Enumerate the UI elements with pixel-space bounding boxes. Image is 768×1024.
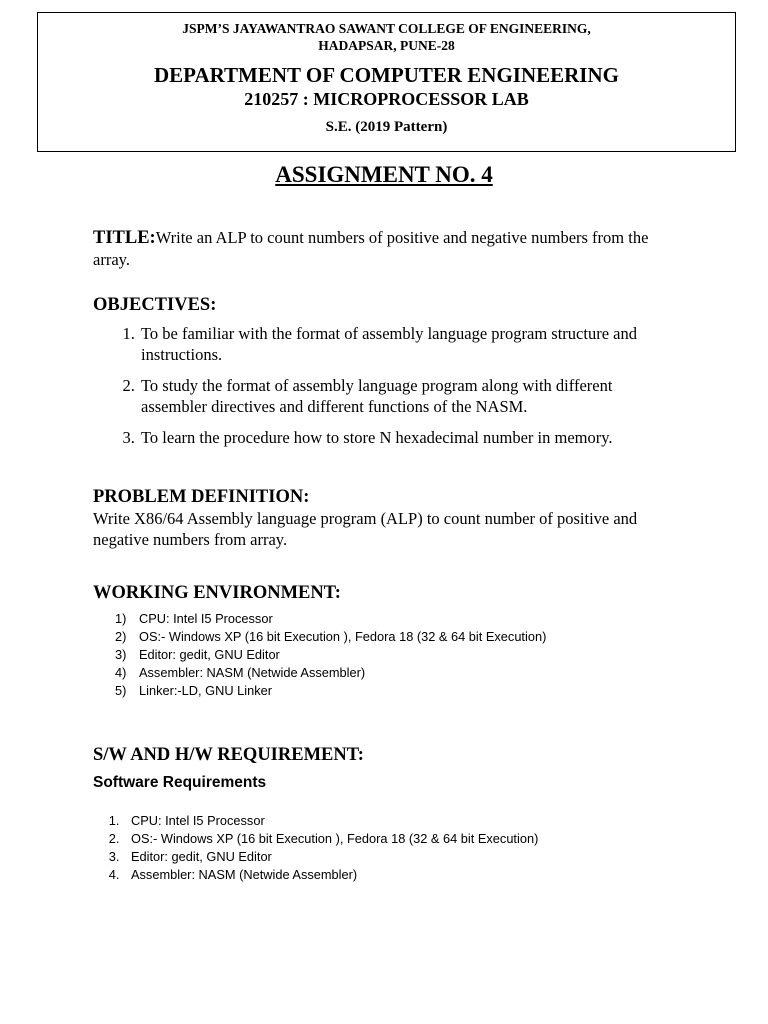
list-item: 3. Editor: gedit, GNU Editor bbox=[123, 848, 673, 866]
course-name: 210257 : MICROPROCESSOR LAB bbox=[244, 89, 529, 109]
environment-heading: WORKING ENVIRONMENT: bbox=[93, 583, 341, 603]
objectives-section bbox=[93, 295, 673, 460]
title-section bbox=[93, 227, 673, 271]
list-item: 4. Assembler: NASM (Netwide Assembler) bbox=[123, 866, 673, 884]
department-name: DEPARTMENT OF COMPUTER ENGINEERING bbox=[154, 63, 619, 87]
list-item: 2. OS:- Windows XP (16 bit Execution ), Fedora 18 (32 & 64 bit Execution) bbox=[123, 830, 673, 848]
environment-section bbox=[93, 583, 673, 700]
list-item: 1. CPU: Intel I5 Processor bbox=[123, 812, 673, 830]
requirements-list bbox=[93, 812, 673, 884]
list-item: 2. To study the format of assembly language program along with different assembler directives and different functions of the NASM. bbox=[139, 376, 673, 417]
title-text: Write an ALP to count numbers of positive and negative numbers from the array. bbox=[93, 228, 649, 269]
list-item: Editor: gedit, GNU Editor bbox=[139, 647, 280, 662]
software-requirements-heading: Software Requirements bbox=[93, 774, 267, 791]
title-label: TITLE: bbox=[93, 228, 156, 248]
requirements-section bbox=[93, 745, 673, 884]
problem-text: Write X86/64 Assembly language program (ALP) to count number of positive and negative numbers from array. bbox=[93, 509, 638, 549]
list-item: 3. To learn the procedure how to store N hexadecimal number in memory. bbox=[139, 428, 673, 449]
list-item: Assembler: NASM (Netwide Assembler) bbox=[139, 665, 366, 680]
assignment-title: ASSIGNMENT NO. 4 bbox=[275, 162, 493, 187]
course-pattern: S.E. (2019 Pattern) bbox=[325, 119, 448, 135]
institute-address: HADAPSAR, PUNE-28 bbox=[318, 38, 455, 53]
list-item: 1. To be familiar with the format of assembly language program structure and instructions. bbox=[139, 324, 673, 365]
college-header bbox=[37, 12, 736, 152]
institute-name: JSPM’S JAYAWANTRAO SAWANT COLLEGE OF ENGINEERING, bbox=[182, 21, 591, 36]
environment-list bbox=[93, 610, 673, 700]
objectives-heading: OBJECTIVES: bbox=[93, 295, 217, 315]
list-item: OS:- Windows XP (16 bit Execution ), Fedora 18 (32 & 64 bit Execution) bbox=[139, 629, 547, 644]
list-item: Linker:-LD, GNU Linker bbox=[139, 683, 272, 698]
problem-heading: PROBLEM DEFINITION: bbox=[93, 487, 310, 507]
objectives-list bbox=[93, 324, 673, 449]
requirements-heading: S/W AND H/W REQUIREMENT: bbox=[93, 745, 364, 765]
list-item: CPU: Intel I5 Processor bbox=[139, 611, 273, 626]
problem-section bbox=[93, 487, 673, 550]
